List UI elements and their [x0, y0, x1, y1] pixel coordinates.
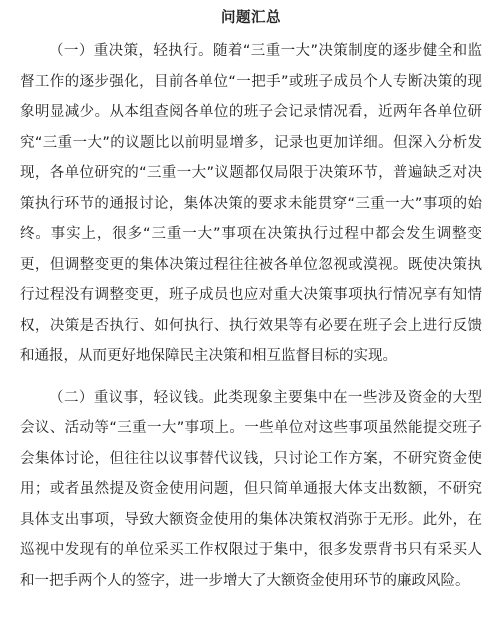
document-title: 问题汇总: [221, 10, 281, 26]
paragraph-discussion-funds: （二）重议事，轻议钱。此类现象主要集中在一些涉及资金的大型会议、活动等“三重一大”事项上。一些单位对这些事项虽然能提交班子会集体讨论，但往往以议事替代议钱，只讨论工作方案，不研究资金使用；或者虽然提及资金使用问题，但只简单通报大体支出数额，不研究具体支出事项，导致大额资金使用的集体决策权消弥于无形。此外，在巡视中发现有的单位采买工作权限过于集中，很多发票背书只有采买人和一把手两个人的签字，进一步增大了大额资金使用环节的廉政风险。: [20, 389, 482, 589]
paragraph-decision-execution: （一）重决策，轻执行。随着“三重一大”决策制度的逐步健全和监督工作的逐步强化，目前各单位“一把手”或班子成员个人专断决策的现象明显减少。从本组查阅各单位的班子会记录情况看，近两年各单位研究“三重一大”的议题比以前明显增多，记录也更加详细。但深入分析发现，各单位研究的“三重一大”议题都仅局限于决策环节，普遍缺乏对决策执行环节的通报讨论，集体决策的要求未能贯穿“三重一大”事项的始终。事实上，很多“三重一大”事项在决策执行过程中都会发生调整变更，但调整变更的集体决策过程往往被各单位忽视或漠视。既使决策执行过程没有调整变更，班子成员也应对重大决策事项执行情况享有知情权，决策是否执行、如何执行、执行效果等有必要在班子会上进行反馈和通报，从而更好地保障民主决策和相互监督目标的实现。: [20, 43, 482, 364]
